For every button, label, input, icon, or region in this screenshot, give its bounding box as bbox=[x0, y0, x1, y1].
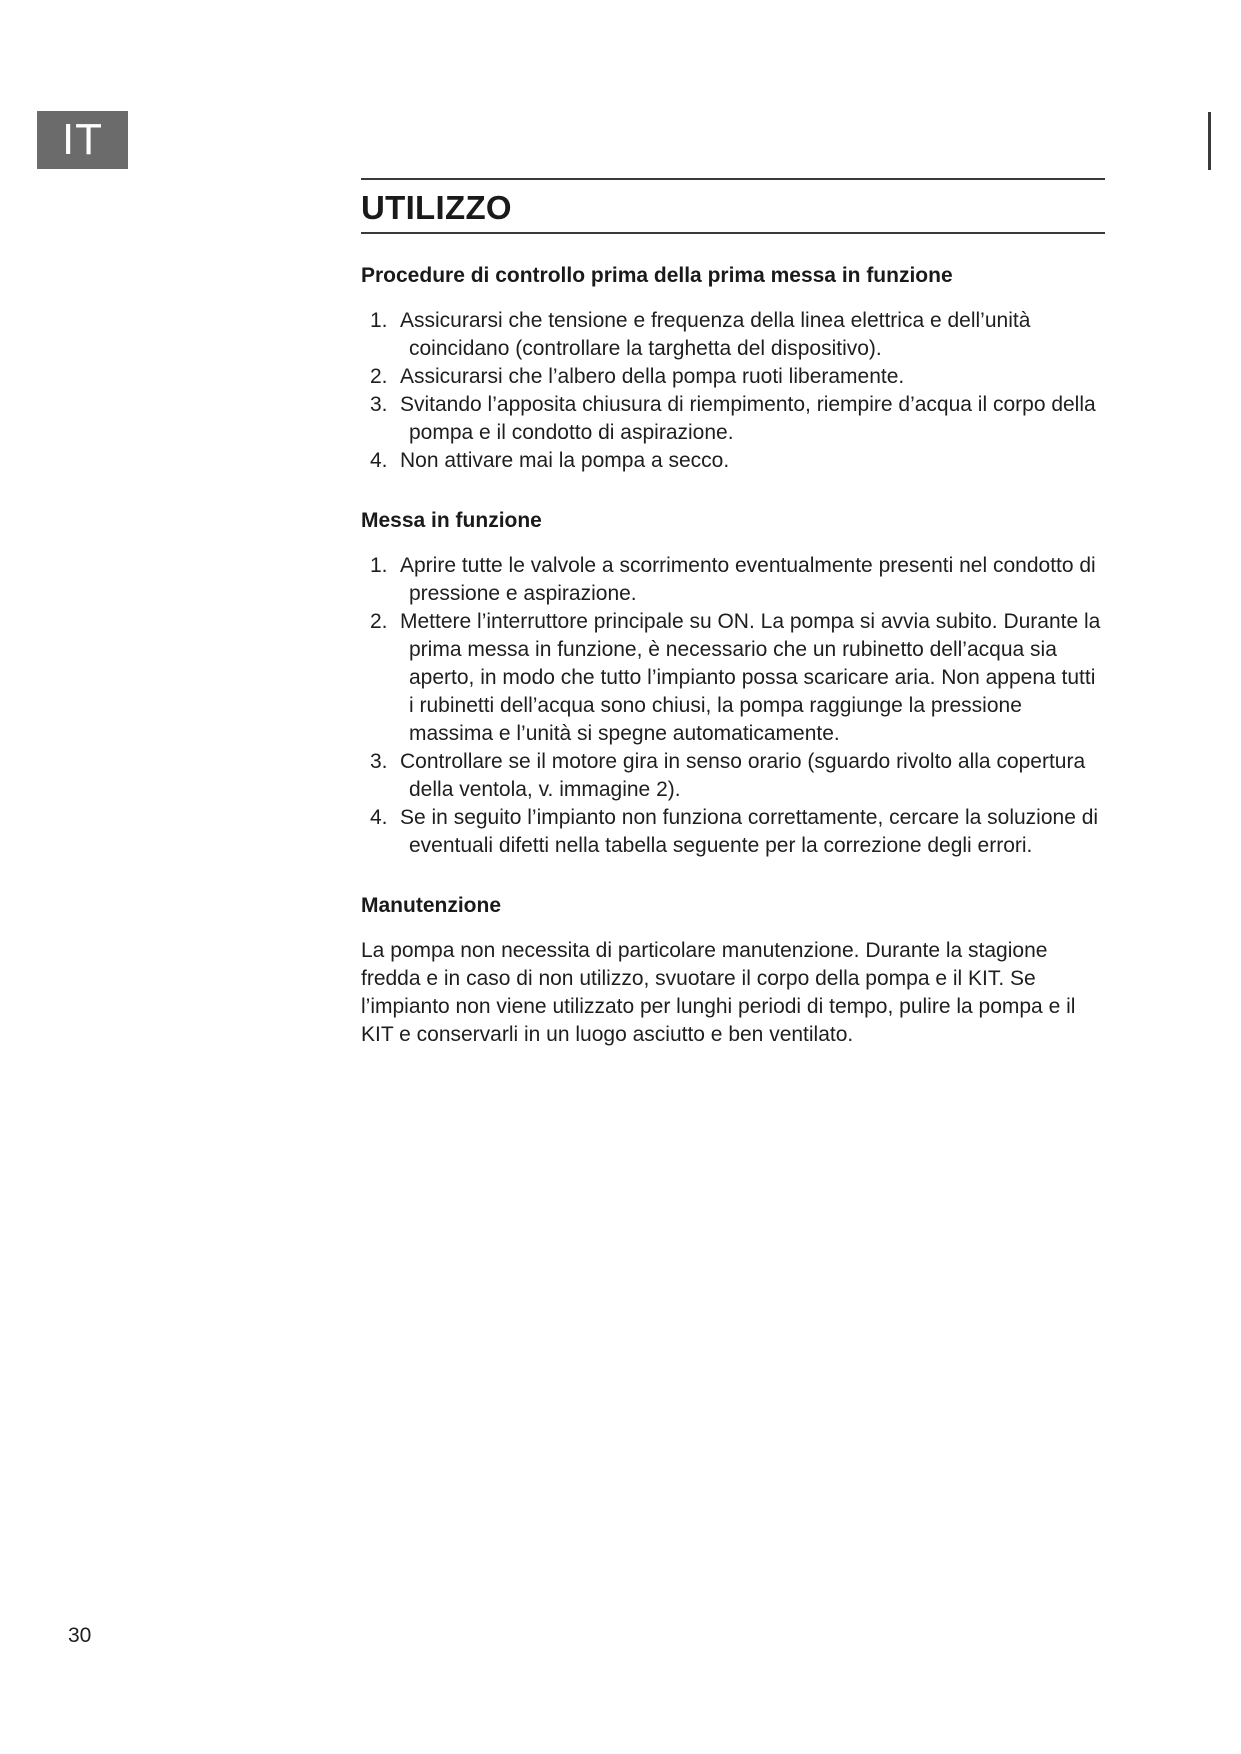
list-item-text: Controllare se il motore gira in senso orario (sguardo rivolto alla copertura della ventola, v. immagine 2). bbox=[400, 750, 1086, 801]
checks-heading: Procedure di controllo prima della prima messa in funzione bbox=[361, 264, 953, 287]
list-item bbox=[361, 363, 1105, 391]
list-item-text: Assicurarsi che l’albero della pompa ruoti liberamente. bbox=[400, 365, 905, 388]
list-item-number: 3. bbox=[370, 393, 388, 416]
list-item-number: 3. bbox=[370, 750, 388, 773]
list-item-text: Se in seguito l’impianto non funziona correttamente, cercare la soluzione di eventuali difetti nella tabella seguente per la correzione degli errori. bbox=[400, 806, 1099, 857]
list-item-number: 4. bbox=[370, 806, 388, 829]
checks-list bbox=[361, 307, 1105, 475]
list-item-number: 2. bbox=[370, 610, 388, 633]
section-title-block bbox=[361, 178, 1105, 234]
list-item bbox=[361, 391, 1105, 447]
page-number: 30 bbox=[68, 1624, 92, 1647]
list-item bbox=[361, 748, 1105, 804]
startup-list bbox=[361, 552, 1105, 860]
list-item-text: Mettere l’interruttore principale su ON. La pompa si avvia subito. Durante la prima messa in funzione, è necessario che un rubinetto dell’acqua sia aperto, in modo che tutto l’impianto possa scaricare aria. Non appena tutti i rubinetti dell’acqua sono chiusi, la pompa raggiunge la pressione massima e l’unità si spegne automaticamente. bbox=[400, 610, 1101, 745]
list-item-text: Svitando l’apposita chiusura di riempimento, riempire d’acqua il corpo della pompa e il condotto di aspirazione. bbox=[400, 393, 1096, 444]
list-item bbox=[361, 447, 1105, 475]
list-item-number: 1. bbox=[370, 554, 388, 577]
list-item-number: 2. bbox=[370, 365, 388, 388]
list-item-number: 1. bbox=[370, 309, 388, 332]
list-item bbox=[361, 608, 1105, 748]
margin-marker bbox=[1208, 112, 1211, 170]
section-title: UTILIZZO bbox=[361, 189, 512, 226]
maintenance-heading: Manutenzione bbox=[361, 894, 501, 917]
startup-heading: Messa in funzione bbox=[361, 509, 542, 532]
list-item bbox=[361, 552, 1105, 608]
maintenance-text: La pompa non necessita di particolare manutenzione. Durante la stagione fredda e in caso di non utilizzo, svuotare il corpo della pompa e il KIT. Se l’impianto non viene utilizzato per lunghi periodi di tempo, pulire la pompa e il KIT e conservarli in un luogo asciutto e ben ventilato. bbox=[361, 939, 1076, 1046]
list-item bbox=[361, 307, 1105, 363]
main-content bbox=[361, 178, 1105, 1049]
list-item-number: 4. bbox=[370, 449, 388, 472]
list-item-text: Aprire tutte le valvole a scorrimento eventualmente presenti nel condotto di pressione e aspirazione. bbox=[400, 554, 1096, 605]
language-tab: IT bbox=[37, 111, 128, 169]
list-item-text: Non attivare mai la pompa a secco. bbox=[400, 449, 730, 472]
list-item bbox=[361, 804, 1105, 860]
list-item-text: Assicurarsi che tensione e frequenza della linea elettrica e dell’unità coincidano (controllare la targhetta del dispositivo). bbox=[400, 309, 1031, 360]
